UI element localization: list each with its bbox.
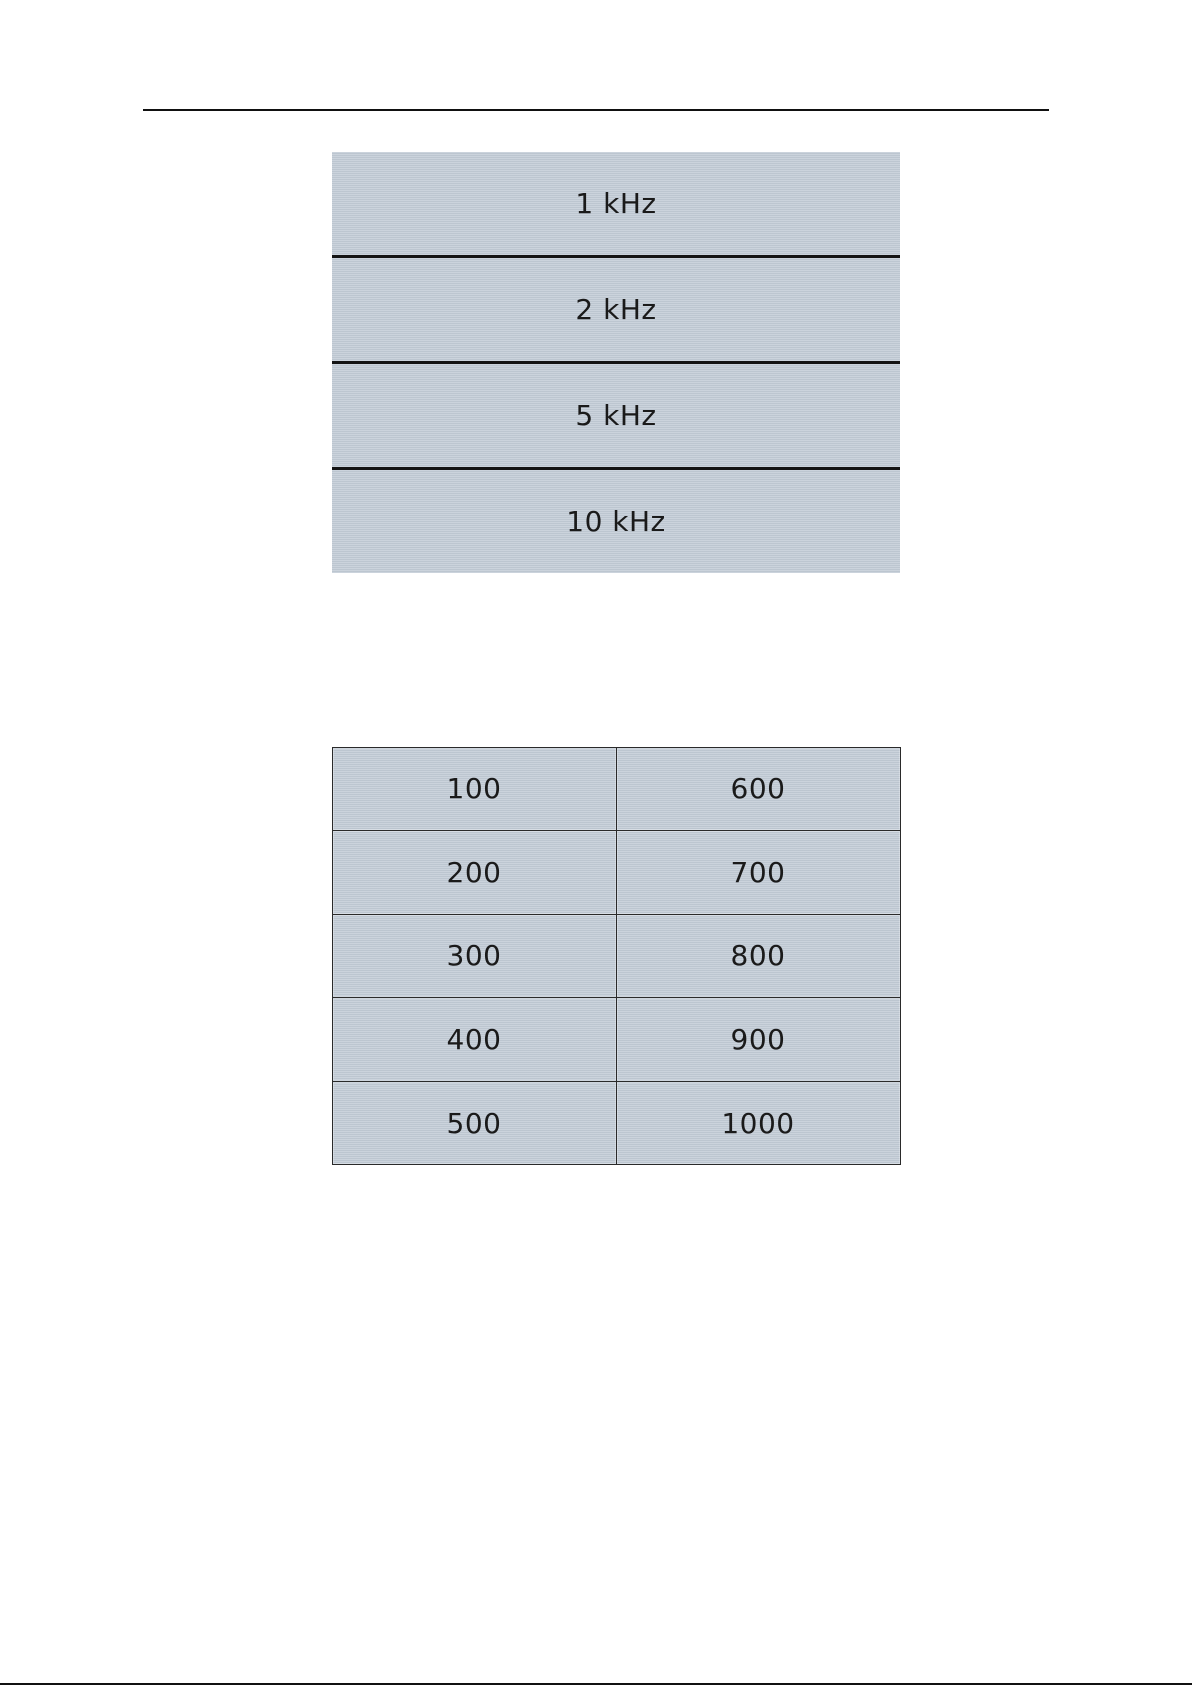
- value-option-400[interactable]: 400: [332, 997, 617, 1082]
- value-option-300[interactable]: 300: [332, 914, 617, 999]
- frequency-option-1khz[interactable]: 1 kHz: [575, 187, 657, 220]
- value-option-600[interactable]: 600: [616, 747, 901, 832]
- value-option-200[interactable]: 200: [332, 830, 617, 915]
- header-rule: [143, 109, 1049, 111]
- value-select-screen: [332, 747, 900, 1165]
- frequency-option-2khz[interactable]: 2 kHz: [332, 255, 900, 361]
- value-option-100[interactable]: 100: [332, 747, 617, 832]
- frequency-select-screen: [332, 152, 900, 573]
- value-option-500[interactable]: 500: [332, 1081, 617, 1166]
- value-option-1000[interactable]: 1000: [616, 1081, 901, 1166]
- value-option-700[interactable]: 700: [616, 830, 901, 915]
- value-option-grid: [332, 747, 900, 1165]
- frequency-option-10khz[interactable]: 10 kHz: [332, 467, 900, 573]
- value-option-800[interactable]: 800: [616, 914, 901, 999]
- frequency-option-list: [332, 152, 900, 573]
- frequency-option-5khz[interactable]: 5 kHz: [332, 361, 900, 467]
- value-option-900[interactable]: 900: [616, 997, 901, 1082]
